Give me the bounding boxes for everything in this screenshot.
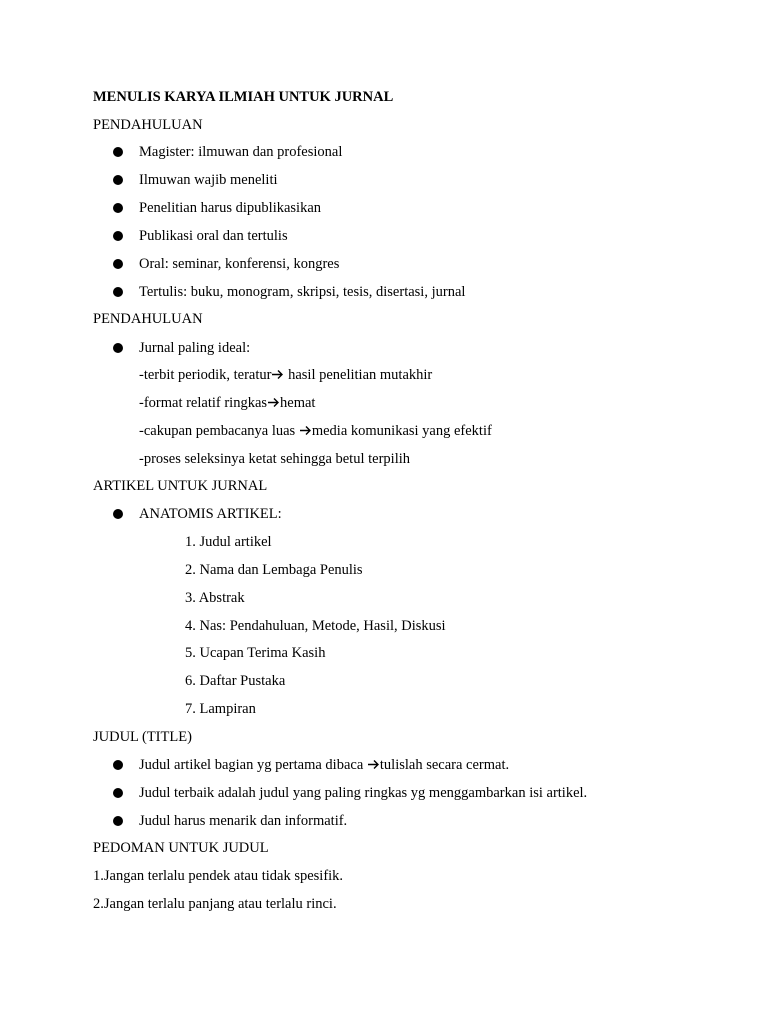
bullet-text: Publikasi oral dan tertulis [139,228,288,244]
bullet-icon [113,175,123,185]
bullet-text: Judul harus menarik dan informatif. [139,813,348,829]
numbered-item: 7. Lampiran [185,701,256,717]
sub-item-text: -proses seleksinya ketat sehingga betul terpilih [139,451,410,467]
sub-item [139,450,410,468]
sub-item-text: -terbit periodik, teratur [139,367,272,383]
right-arrow-icon [367,758,380,771]
document-title: MENULIS KARYA ILMIAH UNTUK JURNAL [93,89,394,105]
sub-item-text: hemat [280,395,316,411]
bullet-text-part: tulislah secara cermat. [379,757,510,773]
numbered-item: 5. Ucapan Terima Kasih [185,645,326,661]
bullet-text: Oral: seminar, konferensi, kongres [139,256,340,272]
bullet-icon [113,816,123,826]
right-arrow-icon [267,396,280,409]
right-arrow-icon [271,368,284,381]
section-heading: PEDOMAN UNTUK JUDUL [93,840,269,856]
bullet-icon [113,259,123,269]
bullet-icon [113,287,123,297]
section-heading: PENDAHULUAN [93,117,203,133]
section-heading: ARTIKEL UNTUK JURNAL [93,478,268,494]
bullet-text: ANATOMIS ARTIKEL: [139,506,282,522]
bullet-text: Magister: ilmuwan dan profesional [139,144,343,160]
bullet-text: Tertulis: buku, monogram, skripsi, tesis, disertasi, jurnal [139,284,466,300]
numbered-item: 3. Abstrak [185,590,245,606]
bullet-icon [113,788,123,798]
sub-item-text: hasil penelitian mutakhir [284,367,433,383]
bullet-icon [113,231,123,241]
bullet-icon [113,203,123,213]
numbered-item: 1. Judul artikel [185,534,272,550]
sub-item [139,394,315,412]
bullet-text: Ilmuwan wajib meneliti [139,172,278,188]
bullet-text: Judul terbaik adalah judul yang paling ringkas yg menggambarkan isi artikel. [139,785,588,801]
sub-item-text: -format relatif ringkas [139,395,268,411]
bullet-text: Jurnal paling ideal: [139,340,251,356]
bullet-icon [113,343,123,353]
section-heading: JUDUL (TITLE) [93,729,192,745]
sub-item-text: media komunikasi yang efektif [311,423,492,439]
bullet-icon [113,760,123,770]
bullet-text-part: Judul artikel bagian yg pertama dibaca [139,757,367,773]
numbered-item: 4. Nas: Pendahuluan, Metode, Hasil, Diskusi [185,618,446,634]
numbered-item: 2. Nama dan Lembaga Penulis [185,562,363,578]
guideline-item: 2.Jangan terlalu panjang atau terlalu rinci. [93,896,337,912]
bullet-icon [113,509,123,519]
sub-item [139,366,432,384]
section-heading: PENDAHULUAN [93,311,203,327]
bullet-icon [113,147,123,157]
bullet-text: Penelitian harus dipublikasikan [139,200,322,216]
sub-item-text: -cakupan pembacanya luas [139,423,299,439]
numbered-item: 6. Daftar Pustaka [185,673,286,689]
bullet-text [139,756,509,774]
sub-item [139,422,492,440]
guideline-item: 1.Jangan terlalu pendek atau tidak spesifik. [93,868,344,884]
right-arrow-icon [299,424,312,437]
